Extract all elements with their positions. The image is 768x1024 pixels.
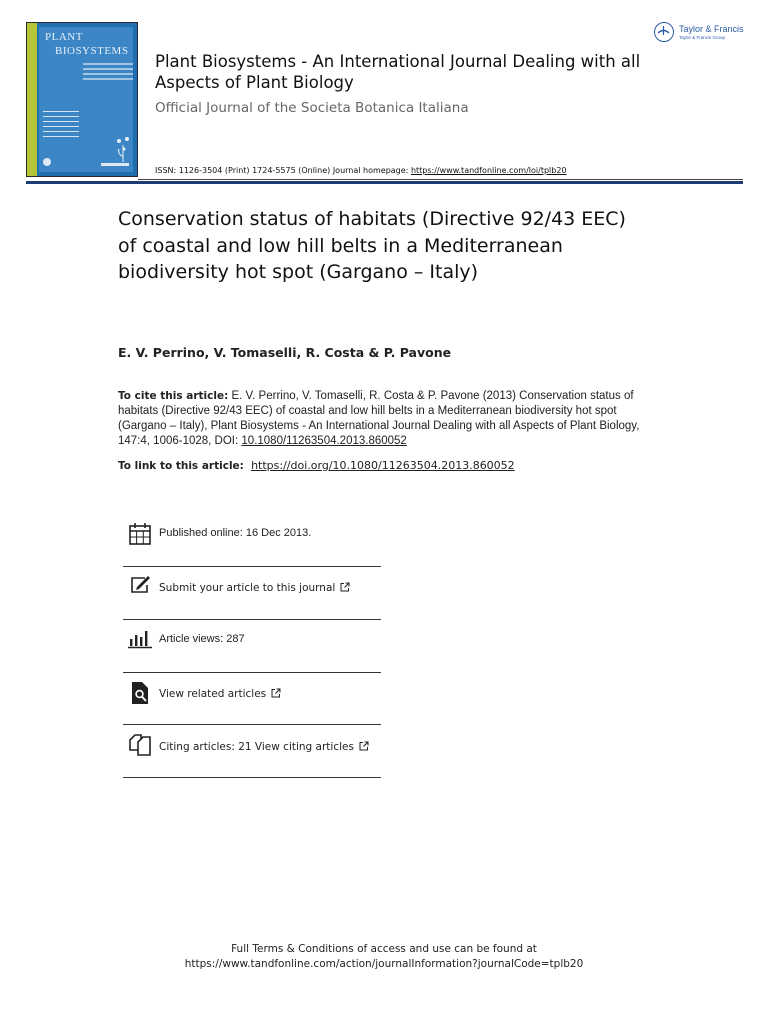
- cover-spine: [27, 23, 37, 176]
- submit-article-label: Submit your article to this journal: [159, 582, 336, 594]
- document-search-icon: [127, 680, 153, 706]
- cover-contents-text: [43, 111, 79, 141]
- issn-line: [155, 166, 567, 175]
- publisher-logo-icon: [654, 22, 674, 42]
- terms-footer: [0, 942, 768, 972]
- external-link-icon: [340, 582, 350, 592]
- cite-label: To cite this article:: [118, 390, 229, 402]
- edit-icon: [127, 572, 153, 598]
- issn-text: ISSN: 1126-3504 (Print) 1724-5575 (Online) Journal homepage:: [155, 166, 409, 175]
- external-link-icon: [359, 741, 369, 751]
- article-doi-link[interactable]: https://doi.org/10.1080/11263504.2013.860052: [251, 459, 515, 472]
- related-articles-row[interactable]: [123, 672, 381, 724]
- citing-articles-link[interactable]: [159, 741, 369, 753]
- citing-documents-icon: [127, 732, 153, 758]
- info-divider: [123, 777, 381, 778]
- cover-artwork: [39, 27, 133, 172]
- related-articles-label: View related articles: [159, 688, 267, 700]
- cover-title-line1: PLANT: [45, 31, 83, 43]
- citing-articles-row[interactable]: [123, 724, 381, 776]
- calendar-icon: [127, 521, 153, 547]
- article-link-line: [118, 459, 515, 472]
- publisher-logo: [654, 22, 744, 46]
- journal-cover-image: [26, 22, 138, 177]
- article-authors: E. V. Perrino, V. Tomaselli, R. Costa & P. Pavone: [118, 345, 452, 360]
- citing-articles-label: Citing articles: 21 View citing articles: [159, 741, 354, 753]
- terms-footer-line1: Full Terms & Conditions of access and use can be found at: [231, 943, 537, 955]
- cover-tagline: [83, 63, 133, 83]
- published-online-label: Published online: 16 Dec 2013.: [159, 527, 312, 539]
- cite-text: E. V. Perrino, V. Tomaselli, R. Costa & P. Pavone (2013) Conservation status of habitats (Directive 92/43 EEC) of coastal and low hill belts in a Mediterranean biodiversity hot spot (Gargano – Italy), Plant Biosystems - An International Journal Dealing with all Aspects of Plant Biology, 147:4, 1006-1028, DOI:: [118, 390, 640, 447]
- header-divider-thick: [26, 181, 743, 184]
- cover-flower-icon: [113, 135, 133, 163]
- journal-subtitle: Official Journal of the Societa Botanica Italiana: [155, 100, 469, 116]
- article-title: Conservation status of habitats (Directive 92/43 EEC) of coastal and low hill belts in a Mediterranean biodiversity hot spot (Gargano – Italy): [118, 208, 626, 283]
- article-views-row: [123, 619, 381, 671]
- terms-footer-url[interactable]: https://www.tandfonline.com/action/journalInformation?journalCode=tplb20: [184, 958, 584, 970]
- header-divider-thin: [138, 179, 743, 180]
- submit-article-row[interactable]: [123, 566, 381, 618]
- cite-doi-link[interactable]: 10.1080/11263504.2013.860052: [241, 435, 407, 447]
- published-online-row: [123, 510, 381, 562]
- related-articles-link[interactable]: [159, 688, 281, 700]
- cover-footer-text: [101, 163, 129, 166]
- external-link-icon: [271, 688, 281, 698]
- citation-block: [118, 389, 658, 449]
- publisher-group: Taylor & Francis Group: [679, 35, 726, 40]
- cover-title-line2: BIOSYSTEMS: [55, 45, 129, 57]
- cover-publisher-logo: [43, 158, 51, 166]
- journal-title: Plant Biosystems - An International Journal Dealing with all Aspects of Plant Biology: [155, 52, 641, 92]
- link-label: To link to this article:: [118, 460, 244, 472]
- publisher-name: Taylor & Francis: [679, 24, 744, 34]
- bar-chart-icon: [127, 625, 153, 651]
- submit-article-link[interactable]: [159, 582, 350, 594]
- article-views-label: Article views: 287: [159, 633, 245, 645]
- journal-homepage-link[interactable]: https://www.tandfonline.com/loi/tplb20: [410, 166, 567, 175]
